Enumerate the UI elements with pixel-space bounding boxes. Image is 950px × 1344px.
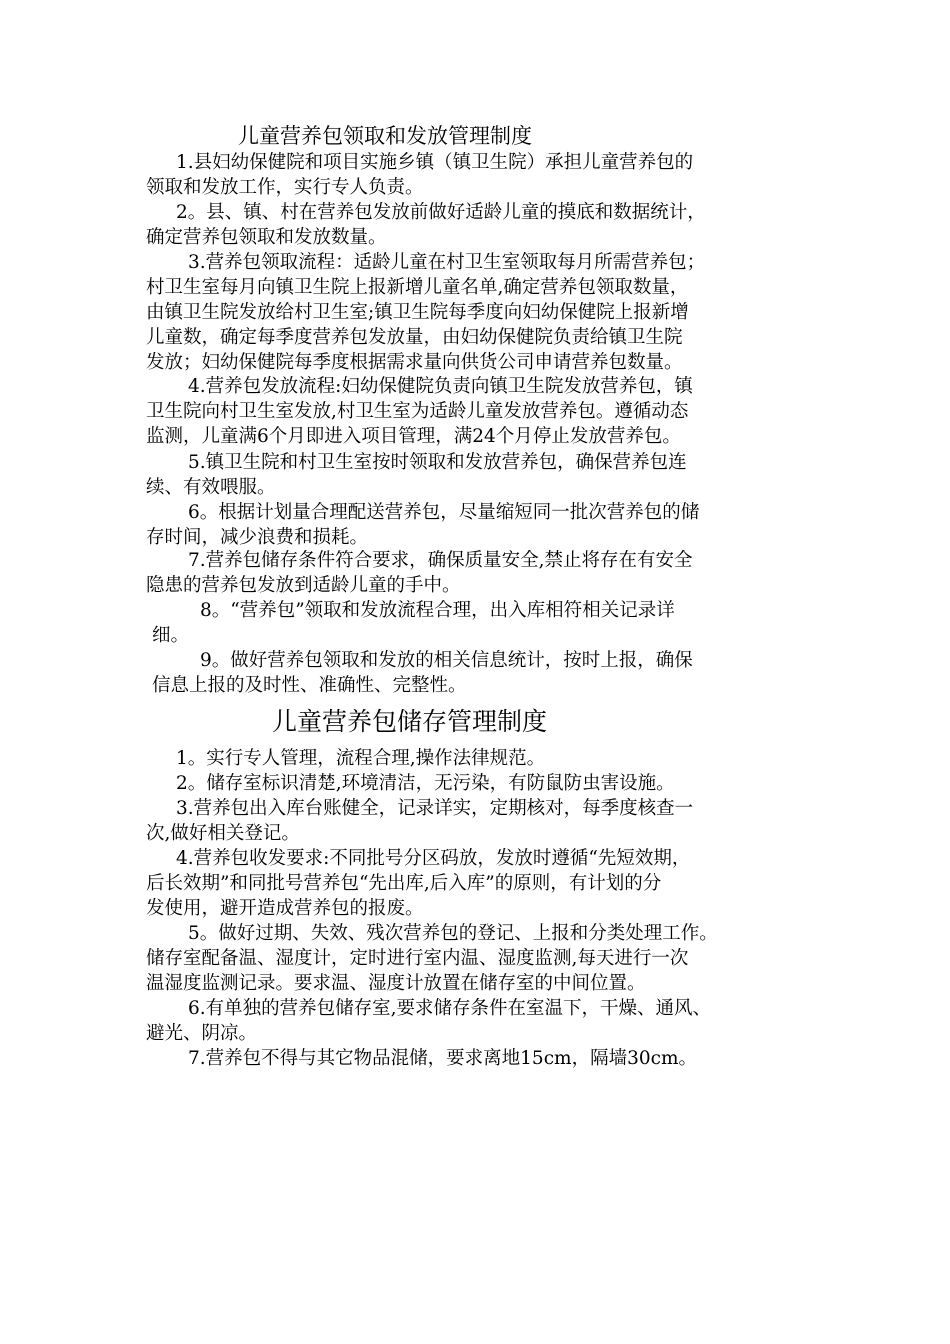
section2-item-1 — [146, 746, 818, 771]
section1-item-7 — [146, 548, 818, 598]
paragraph-line: 储存室配备温、湿度计，定时进行室内温、湿度监测,每天进行一次 — [146, 948, 689, 969]
paragraph-line: 隐患的营养包发放到适龄儿童的手中。 — [146, 575, 461, 596]
paragraph-line: 5。做好过期、失效、残次营养包的登记、上报和分类处理工作。 — [188, 923, 718, 944]
section1-item-8 — [152, 598, 824, 648]
section1-item-6 — [146, 500, 818, 550]
paragraph-line: 1.县妇幼保健院和项目实施乡镇（镇卫生院）承担儿童营养包的 — [176, 152, 694, 173]
paragraph-line: 卫生院向村卫生室发放,村卫生室为适龄儿童发放营养包。遵循动态 — [146, 401, 689, 422]
paragraph-line: 2。县、镇、村在营养包发放前做好适龄儿童的摸底和数据统计， — [176, 202, 706, 223]
section1-item-3 — [146, 250, 818, 375]
paragraph-line: 细。 — [152, 625, 190, 646]
paragraph-line: 儿童数，确定每季度营养包发放量，由妇幼保健院负责给镇卫生院 — [146, 327, 683, 348]
paragraph-line: 4.营养包发放流程:妇幼保健院负责向镇卫生院发放营养包，镇 — [188, 376, 693, 397]
paragraph-line: 续、有效喂服。 — [146, 477, 276, 498]
paragraph-line: 1。实行专人管理，流程合理,操作法律规范。 — [176, 748, 546, 769]
paragraph-line: 发使用，避开造成营养包的报废。 — [146, 898, 424, 919]
paragraph-line: 由镇卫生院发放给村卫生室;镇卫生院每季度向妇幼保健院上报新增 — [146, 302, 689, 323]
paragraph-line: 9。做好营养包领取和发放的相关信息统计，按时上报，确保 — [200, 650, 693, 671]
section1-item-5 — [146, 450, 818, 500]
paragraph-line: 信息上报的及时性、准确性、完整性。 — [152, 675, 467, 696]
paragraph-line: 5.镇卫生院和村卫生室按时领取和发放营养包，确保营养包连 — [188, 452, 687, 473]
section2-title: 儿童营养包储存管理制度 — [272, 707, 548, 736]
paragraph-line: 温湿度监测记录。要求温、湿度计放置在储存室的中间位置。 — [146, 973, 646, 994]
paragraph-line: 村卫生室每月向镇卫生院上报新增儿童名单,确定营养包领取数量， — [146, 277, 689, 298]
section2-item-2 — [146, 771, 818, 796]
paragraph-line: 7.营养包储存条件符合要求，确保质量安全,禁止将存在有安全 — [188, 550, 693, 571]
paragraph-line: 8。“营养包”领取和发放流程合理，出入库相符相关记录详 — [200, 600, 675, 621]
paragraph-line: 4.营养包收发要求:不同批号分区码放，发放时遵循“先短效期， — [176, 848, 691, 869]
paragraph-line: 2。储存室标识清楚,环境清洁，无污染，有防鼠防虫害设施。 — [176, 773, 675, 794]
section2-item-5 — [146, 921, 818, 996]
section1-title: 儿童营养包领取和发放管理制度 — [238, 124, 532, 148]
paragraph-line: 监测，儿童满6个月即进入项目管理，满24个月停止发放营养包。 — [146, 426, 681, 447]
paragraph-line: 确定营养包领取和发放数量。 — [146, 227, 387, 248]
paragraph-line: 领取和发放工作，实行专人负责。 — [146, 177, 424, 198]
paragraph-line: 3.营养包出入库台账健全，记录详实，定期核对，每季度核查一 — [176, 798, 694, 819]
paragraph-line: 7.营养包不得与其它物品混储，要求离地15cm，隔墙30cm。 — [188, 1048, 698, 1069]
section1-item-2 — [146, 200, 818, 250]
section1-item-4 — [146, 374, 818, 449]
section2-item-7 — [146, 1046, 818, 1071]
section2-item-4 — [146, 846, 818, 921]
paragraph-line: 存时间，减少浪费和损耗。 — [146, 527, 369, 548]
paragraph-line: 避光、阴凉。 — [146, 1023, 258, 1044]
section2-item-3 — [146, 796, 818, 846]
paragraph-line: 6。根据计划量合理配送营养包，尽量缩短同一批次营养包的储 — [188, 502, 700, 523]
paragraph-line: 后长效期”和同批号营养包“先出库,后入库”的原则，有计划的分 — [146, 873, 662, 894]
paragraph-line: 发放；妇幼保健院每季度根据需求量向供货公司申请营养包数量。 — [146, 352, 683, 373]
section1-item-1 — [146, 150, 818, 200]
section1-item-9 — [152, 648, 824, 698]
section2-item-6 — [146, 996, 818, 1046]
paragraph-line: 6.有单独的营养包储存室,要求储存条件在室温下，干燥、通风、 — [188, 998, 712, 1019]
paragraph-line: 3.营养包领取流程：适龄儿童在村卫生室领取每月所需营养包； — [188, 252, 706, 273]
paragraph-line: 次,做好相关登记。 — [146, 823, 300, 844]
